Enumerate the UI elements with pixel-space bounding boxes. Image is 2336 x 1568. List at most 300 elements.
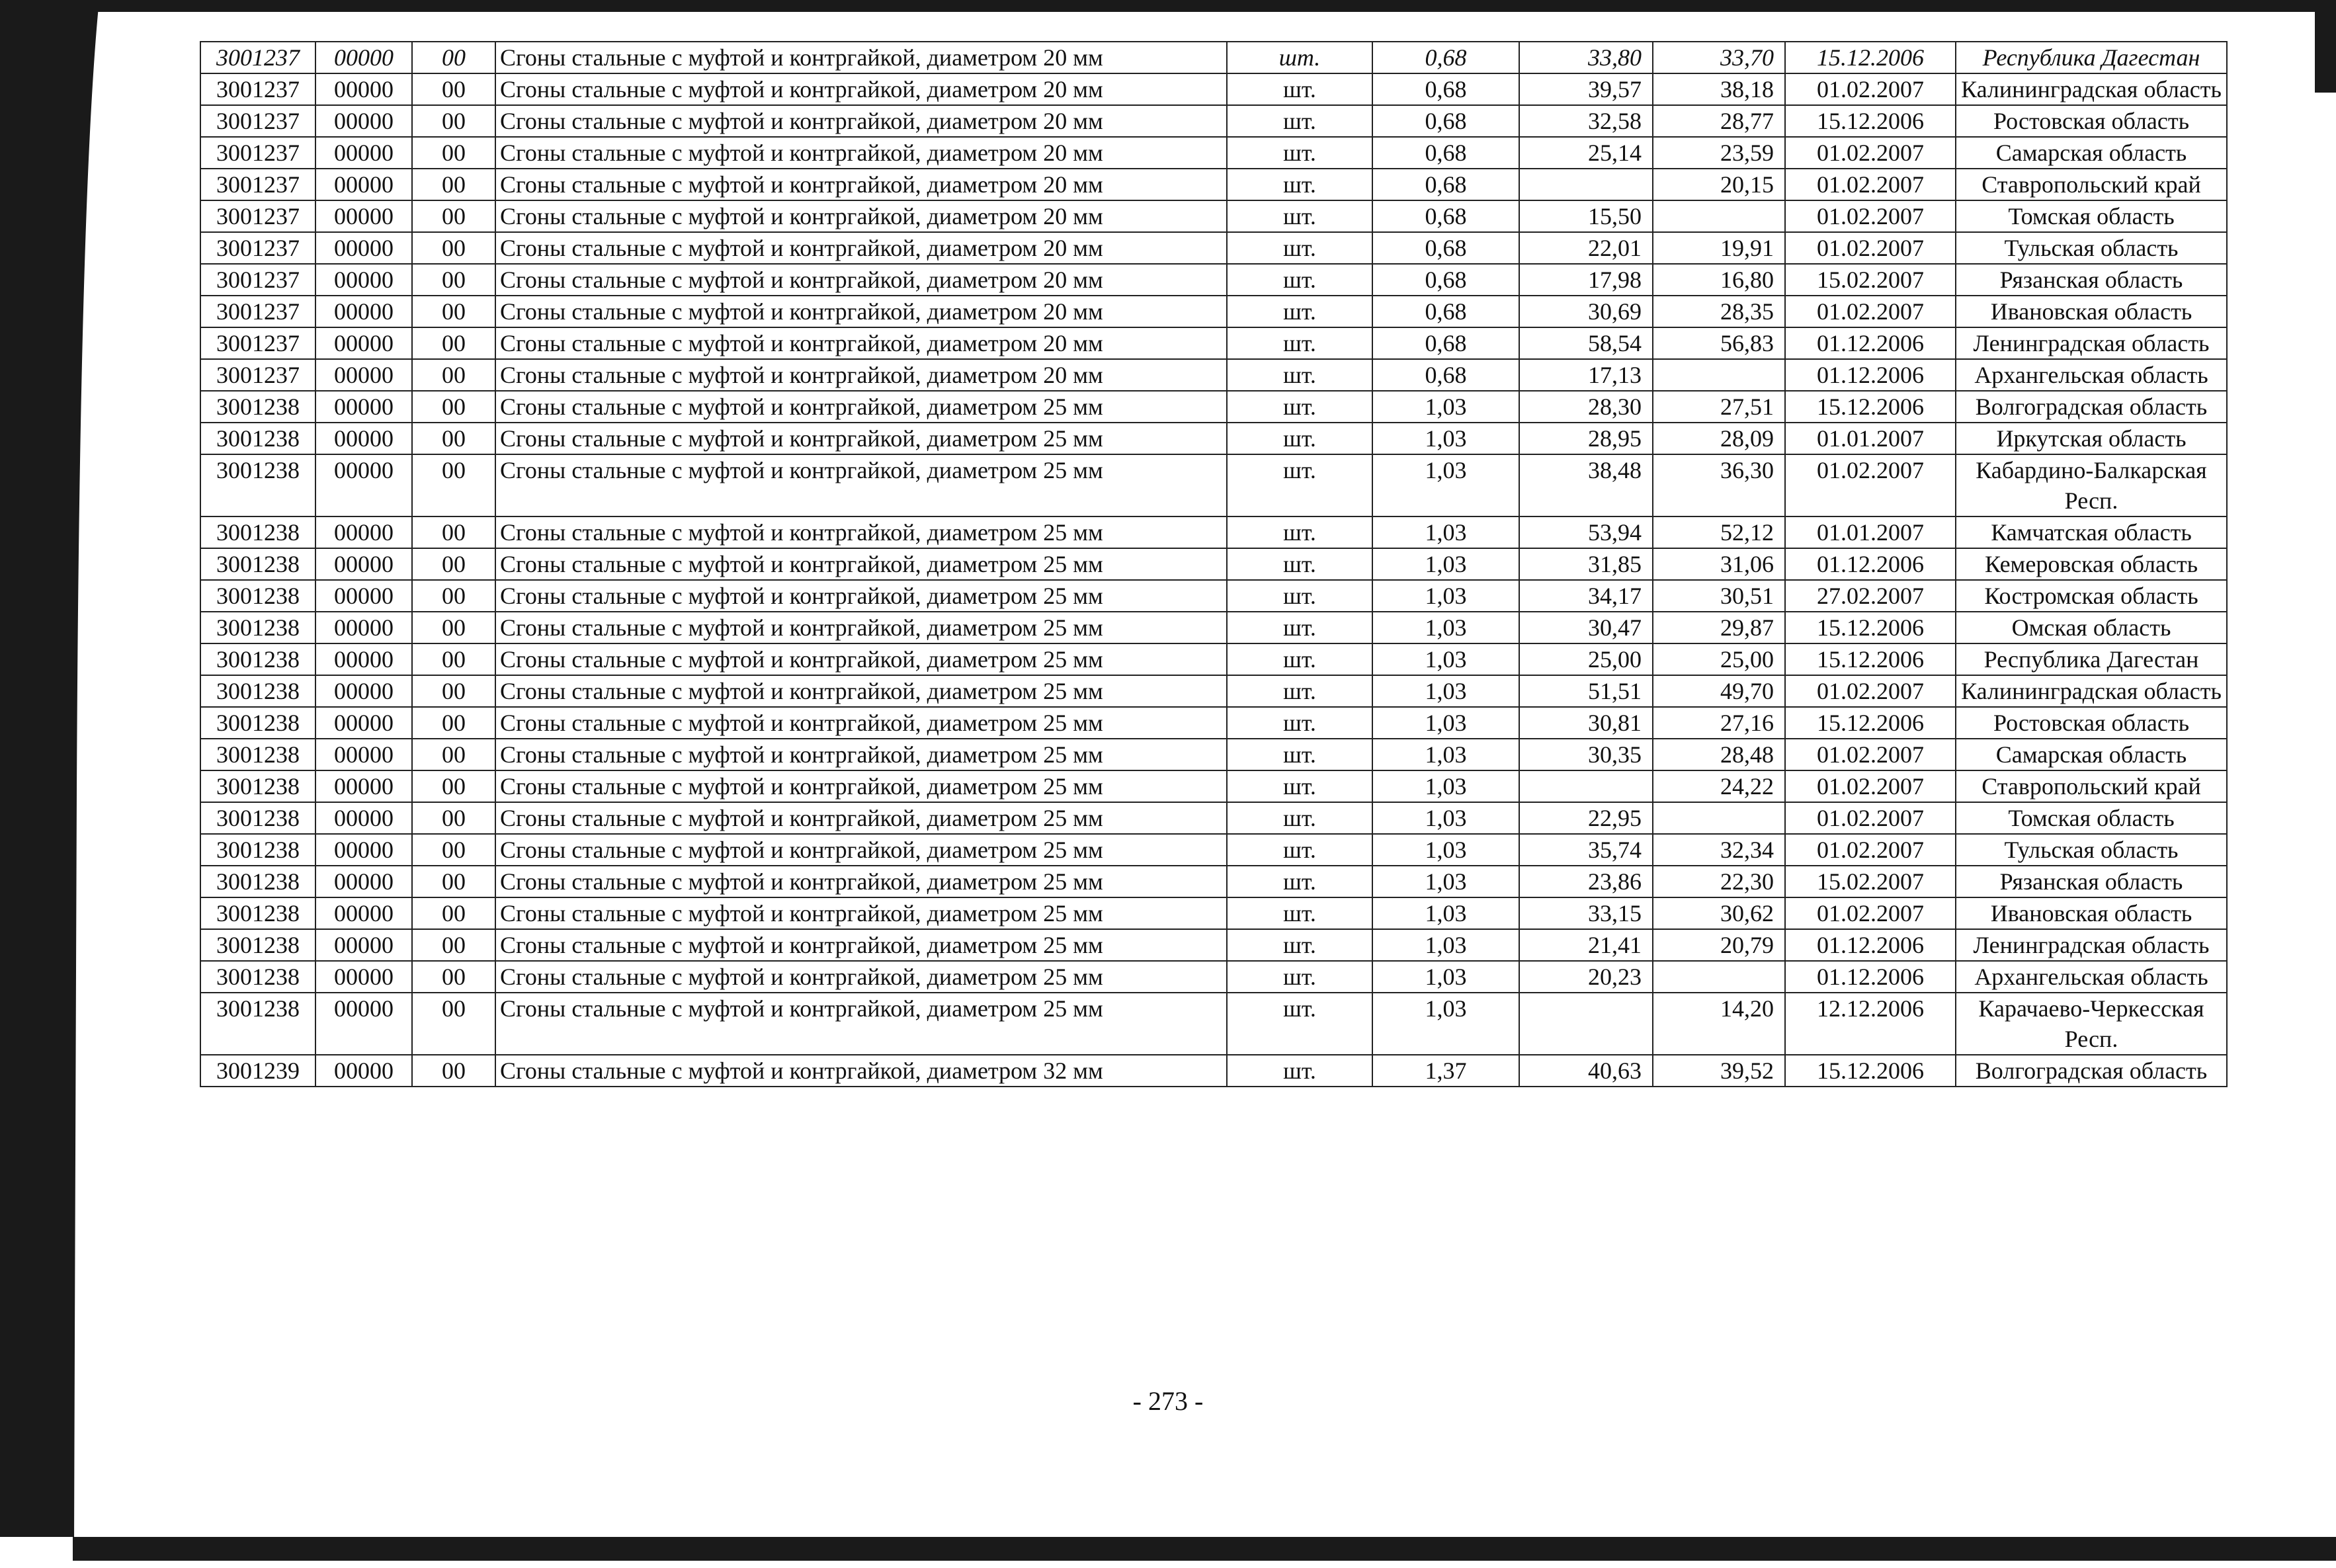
table-row — [200, 707, 2227, 739]
sub-code-cell: 00000 — [315, 993, 412, 1055]
item-code-cell: 3001238 — [200, 961, 315, 993]
scan-top-edge — [0, 0, 2336, 12]
quantity-cell: 1,03 — [1372, 866, 1519, 897]
price-2-cell: 36,30 — [1653, 454, 1785, 516]
group-code-cell: 00 — [412, 993, 495, 1055]
group-code-cell: 00 — [412, 391, 495, 423]
unit-cell: шт. — [1227, 42, 1372, 73]
table-row — [200, 359, 2227, 391]
item-name-cell: Сгоны стальные с муфтой и контргайкой, диаметром 20 мм — [495, 232, 1227, 264]
item-code-cell: 3001238 — [200, 897, 315, 929]
item-name-cell: Сгоны стальные с муфтой и контргайкой, диаметром 25 мм — [495, 993, 1227, 1055]
price-2-cell — [1653, 961, 1785, 993]
price-2-cell: 14,20 — [1653, 993, 1785, 1055]
page-number: - 273 - — [1132, 1386, 1204, 1416]
table-row — [200, 73, 2227, 105]
unit-cell: шт. — [1227, 770, 1372, 802]
quantity-cell: 1,03 — [1372, 929, 1519, 961]
price-1-cell: 35,74 — [1519, 834, 1653, 866]
item-name-cell: Сгоны стальные с муфтой и контргайкой, диаметром 20 мм — [495, 169, 1227, 200]
group-code-cell: 00 — [412, 834, 495, 866]
date-cell: 15.12.2006 — [1785, 391, 1956, 423]
region-cell: Кемеровская область — [1956, 548, 2227, 580]
region-cell: Иркутская область — [1956, 423, 2227, 454]
unit-cell: шт. — [1227, 105, 1372, 137]
price-2-cell: 27,51 — [1653, 391, 1785, 423]
table-row — [200, 834, 2227, 866]
region-cell: Калининградская область — [1956, 675, 2227, 707]
price-1-cell: 25,14 — [1519, 137, 1653, 169]
sub-code-cell: 00000 — [315, 961, 412, 993]
item-code-cell: 3001238 — [200, 391, 315, 423]
date-cell: 01.02.2007 — [1785, 675, 1956, 707]
date-cell: 15.12.2006 — [1785, 643, 1956, 675]
price-2-cell: 20,15 — [1653, 169, 1785, 200]
group-code-cell: 00 — [412, 264, 495, 296]
price-1-cell — [1519, 169, 1653, 200]
item-name-cell: Сгоны стальные с муфтой и контргайкой, диаметром 20 мм — [495, 327, 1227, 359]
item-name-cell: Сгоны стальные с муфтой и контргайкой, диаметром 25 мм — [495, 675, 1227, 707]
item-name-cell: Сгоны стальные с муфтой и контргайкой, диаметром 25 мм — [495, 929, 1227, 961]
table-row — [200, 327, 2227, 359]
group-code-cell: 00 — [412, 548, 495, 580]
sub-code-cell: 00000 — [315, 169, 412, 200]
region-cell: Ставропольский край — [1956, 770, 2227, 802]
date-cell: 01.12.2006 — [1785, 929, 1956, 961]
table-row — [200, 169, 2227, 200]
table-row — [200, 580, 2227, 612]
item-code-cell: 3001238 — [200, 675, 315, 707]
unit-cell: шт. — [1227, 580, 1372, 612]
unit-cell: шт. — [1227, 961, 1372, 993]
region-cell: Рязанская область — [1956, 264, 2227, 296]
quantity-cell: 1,03 — [1372, 423, 1519, 454]
price-1-cell: 23,86 — [1519, 866, 1653, 897]
sub-code-cell: 00000 — [315, 739, 412, 770]
sub-code-cell: 00000 — [315, 232, 412, 264]
item-name-cell: Сгоны стальные с муфтой и контргайкой, диаметром 32 мм — [495, 1055, 1227, 1087]
quantity-cell: 1,03 — [1372, 675, 1519, 707]
sub-code-cell: 00000 — [315, 770, 412, 802]
quantity-cell: 1,03 — [1372, 993, 1519, 1055]
date-cell: 01.02.2007 — [1785, 770, 1956, 802]
region-cell: Ивановская область — [1956, 897, 2227, 929]
unit-cell: шт. — [1227, 232, 1372, 264]
group-code-cell: 00 — [412, 643, 495, 675]
date-cell: 01.01.2007 — [1785, 516, 1956, 548]
price-2-cell: 29,87 — [1653, 612, 1785, 643]
group-code-cell: 00 — [412, 423, 495, 454]
item-code-cell: 3001238 — [200, 866, 315, 897]
region-cell: Рязанская область — [1956, 866, 2227, 897]
quantity-cell: 1,03 — [1372, 548, 1519, 580]
table-row — [200, 454, 2227, 516]
price-1-cell: 17,13 — [1519, 359, 1653, 391]
region-cell: Республика Дагестан — [1956, 42, 2227, 73]
price-1-cell: 20,23 — [1519, 961, 1653, 993]
region-cell: Ставропольский край — [1956, 169, 2227, 200]
unit-cell: шт. — [1227, 169, 1372, 200]
quantity-cell: 0,68 — [1372, 137, 1519, 169]
sub-code-cell: 00000 — [315, 200, 412, 232]
quantity-cell: 1,03 — [1372, 612, 1519, 643]
sub-code-cell: 00000 — [315, 454, 412, 516]
price-1-cell: 21,41 — [1519, 929, 1653, 961]
item-name-cell: Сгоны стальные с муфтой и контргайкой, диаметром 25 мм — [495, 391, 1227, 423]
unit-cell: шт. — [1227, 359, 1372, 391]
price-1-cell: 30,81 — [1519, 707, 1653, 739]
quantity-cell: 0,68 — [1372, 232, 1519, 264]
item-name-cell: Сгоны стальные с муфтой и контргайкой, диаметром 25 мм — [495, 423, 1227, 454]
table-row — [200, 675, 2227, 707]
group-code-cell: 00 — [412, 675, 495, 707]
item-code-cell: 3001238 — [200, 707, 315, 739]
item-code-cell: 3001237 — [200, 73, 315, 105]
table-row — [200, 897, 2227, 929]
unit-cell: шт. — [1227, 802, 1372, 834]
price-2-cell: 28,77 — [1653, 105, 1785, 137]
table-row — [200, 612, 2227, 643]
item-name-cell: Сгоны стальные с муфтой и контргайкой, диаметром 20 мм — [495, 73, 1227, 105]
sub-code-cell: 00000 — [315, 834, 412, 866]
item-name-cell: Сгоны стальные с муфтой и контргайкой, диаметром 25 мм — [495, 897, 1227, 929]
price-2-cell: 28,48 — [1653, 739, 1785, 770]
price-1-cell: 28,30 — [1519, 391, 1653, 423]
table-body — [200, 42, 2227, 1087]
unit-cell: шт. — [1227, 643, 1372, 675]
table-row — [200, 739, 2227, 770]
group-code-cell: 00 — [412, 580, 495, 612]
price-2-cell: 27,16 — [1653, 707, 1785, 739]
price-2-cell: 24,22 — [1653, 770, 1785, 802]
table-row — [200, 264, 2227, 296]
group-code-cell: 00 — [412, 105, 495, 137]
region-cell: Самарская область — [1956, 739, 2227, 770]
unit-cell: шт. — [1227, 548, 1372, 580]
group-code-cell: 00 — [412, 200, 495, 232]
table-row — [200, 929, 2227, 961]
region-cell: Кабардино-Балкарская Респ. — [1956, 454, 2227, 516]
quantity-cell: 1,03 — [1372, 454, 1519, 516]
group-code-cell: 00 — [412, 770, 495, 802]
price-1-cell: 15,50 — [1519, 200, 1653, 232]
item-name-cell: Сгоны стальные с муфтой и контргайкой, диаметром 25 мм — [495, 834, 1227, 866]
sub-code-cell: 00000 — [315, 423, 412, 454]
group-code-cell: 00 — [412, 929, 495, 961]
price-2-cell: 19,91 — [1653, 232, 1785, 264]
region-cell: Томская область — [1956, 200, 2227, 232]
item-name-cell: Сгоны стальные с муфтой и контргайкой, диаметром 25 мм — [495, 707, 1227, 739]
sub-code-cell: 00000 — [315, 612, 412, 643]
unit-cell: шт. — [1227, 739, 1372, 770]
region-cell: Костромская область — [1956, 580, 2227, 612]
date-cell: 01.02.2007 — [1785, 454, 1956, 516]
quantity-cell: 1,03 — [1372, 770, 1519, 802]
region-cell: Архангельская область — [1956, 961, 2227, 993]
item-name-cell: Сгоны стальные с муфтой и контргайкой, диаметром 25 мм — [495, 612, 1227, 643]
item-code-cell: 3001237 — [200, 264, 315, 296]
table-row — [200, 423, 2227, 454]
sub-code-cell: 00000 — [315, 675, 412, 707]
sub-code-cell: 00000 — [315, 105, 412, 137]
price-2-cell: 31,06 — [1653, 548, 1785, 580]
table-row — [200, 296, 2227, 327]
date-cell: 01.02.2007 — [1785, 232, 1956, 264]
item-code-cell: 3001238 — [200, 770, 315, 802]
item-code-cell: 3001237 — [200, 359, 315, 391]
item-code-cell: 3001238 — [200, 580, 315, 612]
table-row — [200, 105, 2227, 137]
sub-code-cell: 00000 — [315, 327, 412, 359]
table-row — [200, 548, 2227, 580]
quantity-cell: 0,68 — [1372, 73, 1519, 105]
region-cell: Омская область — [1956, 612, 2227, 643]
region-cell: Камчатская область — [1956, 516, 2227, 548]
item-code-cell: 3001238 — [200, 548, 315, 580]
sub-code-cell: 00000 — [315, 42, 412, 73]
table-row — [200, 391, 2227, 423]
price-2-cell: 30,62 — [1653, 897, 1785, 929]
item-name-cell: Сгоны стальные с муфтой и контргайкой, диаметром 25 мм — [495, 866, 1227, 897]
price-1-cell: 58,54 — [1519, 327, 1653, 359]
date-cell: 01.02.2007 — [1785, 296, 1956, 327]
sub-code-cell: 00000 — [315, 929, 412, 961]
group-code-cell: 00 — [412, 866, 495, 897]
sub-code-cell: 00000 — [315, 643, 412, 675]
quantity-cell: 1,03 — [1372, 580, 1519, 612]
region-cell: Волгоградская область — [1956, 1055, 2227, 1087]
unit-cell: шт. — [1227, 866, 1372, 897]
date-cell: 12.12.2006 — [1785, 993, 1956, 1055]
item-code-cell: 3001237 — [200, 169, 315, 200]
item-name-cell: Сгоны стальные с муфтой и контргайкой, диаметром 25 мм — [495, 516, 1227, 548]
region-cell: Карачаево-Черкесская Респ. — [1956, 993, 2227, 1055]
date-cell: 15.12.2006 — [1785, 105, 1956, 137]
region-cell: Томская область — [1956, 802, 2227, 834]
sub-code-cell: 00000 — [315, 391, 412, 423]
unit-cell: шт. — [1227, 454, 1372, 516]
date-cell: 15.12.2006 — [1785, 707, 1956, 739]
price-1-cell: 32,58 — [1519, 105, 1653, 137]
unit-cell: шт. — [1227, 264, 1372, 296]
item-name-cell: Сгоны стальные с муфтой и контргайкой, диаметром 25 мм — [495, 643, 1227, 675]
quantity-cell: 0,68 — [1372, 169, 1519, 200]
item-name-cell: Сгоны стальные с муфтой и контргайкой, диаметром 20 мм — [495, 296, 1227, 327]
date-cell: 15.02.2007 — [1785, 264, 1956, 296]
quantity-cell: 1,03 — [1372, 707, 1519, 739]
item-name-cell: Сгоны стальные с муфтой и контргайкой, диаметром 20 мм — [495, 105, 1227, 137]
price-1-cell: 39,57 — [1519, 73, 1653, 105]
region-cell: Республика Дагестан — [1956, 643, 2227, 675]
sub-code-cell: 00000 — [315, 73, 412, 105]
table-row — [200, 802, 2227, 834]
item-name-cell: Сгоны стальные с муфтой и контргайкой, диаметром 20 мм — [495, 264, 1227, 296]
sub-code-cell: 00000 — [315, 137, 412, 169]
quantity-cell: 0,68 — [1372, 296, 1519, 327]
item-name-cell: Сгоны стальные с муфтой и контргайкой, диаметром 20 мм — [495, 200, 1227, 232]
item-name-cell: Сгоны стальные с муфтой и контргайкой, диаметром 25 мм — [495, 548, 1227, 580]
group-code-cell: 00 — [412, 137, 495, 169]
unit-cell: шт. — [1227, 137, 1372, 169]
date-cell: 01.02.2007 — [1785, 137, 1956, 169]
unit-cell: шт. — [1227, 612, 1372, 643]
price-2-cell: 22,30 — [1653, 866, 1785, 897]
quantity-cell: 0,68 — [1372, 264, 1519, 296]
date-cell: 01.02.2007 — [1785, 200, 1956, 232]
price-2-cell: 23,59 — [1653, 137, 1785, 169]
sub-code-cell: 00000 — [315, 296, 412, 327]
region-cell: Самарская область — [1956, 137, 2227, 169]
quantity-cell: 1,37 — [1372, 1055, 1519, 1087]
unit-cell: шт. — [1227, 516, 1372, 548]
price-1-cell — [1519, 993, 1653, 1055]
unit-cell: шт. — [1227, 423, 1372, 454]
price-1-cell: 51,51 — [1519, 675, 1653, 707]
unit-cell: шт. — [1227, 675, 1372, 707]
item-name-cell: Сгоны стальные с муфтой и контргайкой, диаметром 25 мм — [495, 580, 1227, 612]
item-code-cell: 3001238 — [200, 612, 315, 643]
date-cell: 01.01.2007 — [1785, 423, 1956, 454]
item-code-cell: 3001238 — [200, 423, 315, 454]
price-1-cell: 33,80 — [1519, 42, 1653, 73]
item-name-cell: Сгоны стальные с муфтой и контргайкой, диаметром 25 мм — [495, 770, 1227, 802]
group-code-cell: 00 — [412, 454, 495, 516]
quantity-cell: 1,03 — [1372, 802, 1519, 834]
price-1-cell: 40,63 — [1519, 1055, 1653, 1087]
price-2-cell: 49,70 — [1653, 675, 1785, 707]
group-code-cell: 00 — [412, 739, 495, 770]
item-code-cell: 3001238 — [200, 993, 315, 1055]
unit-cell: шт. — [1227, 296, 1372, 327]
price-2-cell: 28,09 — [1653, 423, 1785, 454]
table-row — [200, 200, 2227, 232]
item-code-cell: 3001237 — [200, 137, 315, 169]
group-code-cell: 00 — [412, 73, 495, 105]
price-1-cell: 30,47 — [1519, 612, 1653, 643]
date-cell: 15.12.2006 — [1785, 1055, 1956, 1087]
quantity-cell: 0,68 — [1372, 327, 1519, 359]
item-code-cell: 3001237 — [200, 105, 315, 137]
quantity-cell: 1,03 — [1372, 834, 1519, 866]
date-cell: 27.02.2007 — [1785, 580, 1956, 612]
region-cell: Ленинградская область — [1956, 327, 2227, 359]
quantity-cell: 1,03 — [1372, 961, 1519, 993]
unit-cell: шт. — [1227, 73, 1372, 105]
date-cell: 01.12.2006 — [1785, 327, 1956, 359]
quantity-cell: 0,68 — [1372, 42, 1519, 73]
price-2-cell: 28,35 — [1653, 296, 1785, 327]
item-name-cell: Сгоны стальные с муфтой и контргайкой, диаметром 25 мм — [495, 454, 1227, 516]
table-row — [200, 993, 2227, 1055]
group-code-cell: 00 — [412, 897, 495, 929]
item-name-cell: Сгоны стальные с муфтой и контргайкой, диаметром 20 мм — [495, 359, 1227, 391]
region-cell: Калининградская область — [1956, 73, 2227, 105]
group-code-cell: 00 — [412, 1055, 495, 1087]
quantity-cell: 1,03 — [1372, 739, 1519, 770]
sub-code-cell: 00000 — [315, 866, 412, 897]
price-1-cell: 34,17 — [1519, 580, 1653, 612]
price-2-cell: 30,51 — [1653, 580, 1785, 612]
region-cell: Ростовская область — [1956, 707, 2227, 739]
unit-cell: шт. — [1227, 200, 1372, 232]
sub-code-cell: 00000 — [315, 1055, 412, 1087]
group-code-cell: 00 — [412, 612, 495, 643]
price-2-cell: 32,34 — [1653, 834, 1785, 866]
quantity-cell: 0,68 — [1372, 200, 1519, 232]
sub-code-cell: 00000 — [315, 580, 412, 612]
price-2-cell: 38,18 — [1653, 73, 1785, 105]
sub-code-cell: 00000 — [315, 548, 412, 580]
price-2-cell: 39,52 — [1653, 1055, 1785, 1087]
item-code-cell: 3001238 — [200, 802, 315, 834]
price-table — [200, 41, 2228, 1087]
item-code-cell: 3001238 — [200, 516, 315, 548]
table-row — [200, 516, 2227, 548]
group-code-cell: 00 — [412, 327, 495, 359]
date-cell: 01.12.2006 — [1785, 359, 1956, 391]
price-2-cell: 33,70 — [1653, 42, 1785, 73]
date-cell: 15.12.2006 — [1785, 612, 1956, 643]
sub-code-cell: 00000 — [315, 707, 412, 739]
group-code-cell: 00 — [412, 802, 495, 834]
unit-cell: шт. — [1227, 391, 1372, 423]
price-1-cell: 30,35 — [1519, 739, 1653, 770]
price-1-cell: 33,15 — [1519, 897, 1653, 929]
group-code-cell: 00 — [412, 516, 495, 548]
price-1-cell: 30,69 — [1519, 296, 1653, 327]
price-1-cell: 22,01 — [1519, 232, 1653, 264]
price-1-cell: 17,98 — [1519, 264, 1653, 296]
date-cell: 15.12.2006 — [1785, 42, 1956, 73]
table-row — [200, 137, 2227, 169]
quantity-cell: 0,68 — [1372, 359, 1519, 391]
price-2-cell: 20,79 — [1653, 929, 1785, 961]
unit-cell: шт. — [1227, 929, 1372, 961]
region-cell: Архангельская область — [1956, 359, 2227, 391]
unit-cell: шт. — [1227, 1055, 1372, 1087]
scan-right-edge — [2315, 0, 2336, 93]
price-2-cell — [1653, 359, 1785, 391]
price-1-cell: 53,94 — [1519, 516, 1653, 548]
region-cell: Тульская область — [1956, 232, 2227, 264]
group-code-cell: 00 — [412, 359, 495, 391]
date-cell: 01.12.2006 — [1785, 961, 1956, 993]
price-1-cell: 25,00 — [1519, 643, 1653, 675]
region-cell: Тульская область — [1956, 834, 2227, 866]
sub-code-cell: 00000 — [315, 897, 412, 929]
item-name-cell: Сгоны стальные с муфтой и контргайкой, диаметром 20 мм — [495, 137, 1227, 169]
region-cell: Ленинградская область — [1956, 929, 2227, 961]
table-row — [200, 232, 2227, 264]
sub-code-cell: 00000 — [315, 264, 412, 296]
price-2-cell: 25,00 — [1653, 643, 1785, 675]
item-code-cell: 3001238 — [200, 834, 315, 866]
group-code-cell: 00 — [412, 169, 495, 200]
date-cell: 01.12.2006 — [1785, 548, 1956, 580]
item-name-cell: Сгоны стальные с муфтой и контргайкой, диаметром 25 мм — [495, 739, 1227, 770]
quantity-cell: 0,68 — [1372, 105, 1519, 137]
table-row — [200, 643, 2227, 675]
item-name-cell: Сгоны стальные с муфтой и контргайкой, диаметром 20 мм — [495, 42, 1227, 73]
group-code-cell: 00 — [412, 296, 495, 327]
sub-code-cell: 00000 — [315, 516, 412, 548]
item-code-cell: 3001237 — [200, 232, 315, 264]
region-cell: Ростовская область — [1956, 105, 2227, 137]
table-row — [200, 42, 2227, 73]
item-name-cell: Сгоны стальные с муфтой и контргайкой, диаметром 25 мм — [495, 802, 1227, 834]
date-cell: 01.02.2007 — [1785, 739, 1956, 770]
price-2-cell: 16,80 — [1653, 264, 1785, 296]
